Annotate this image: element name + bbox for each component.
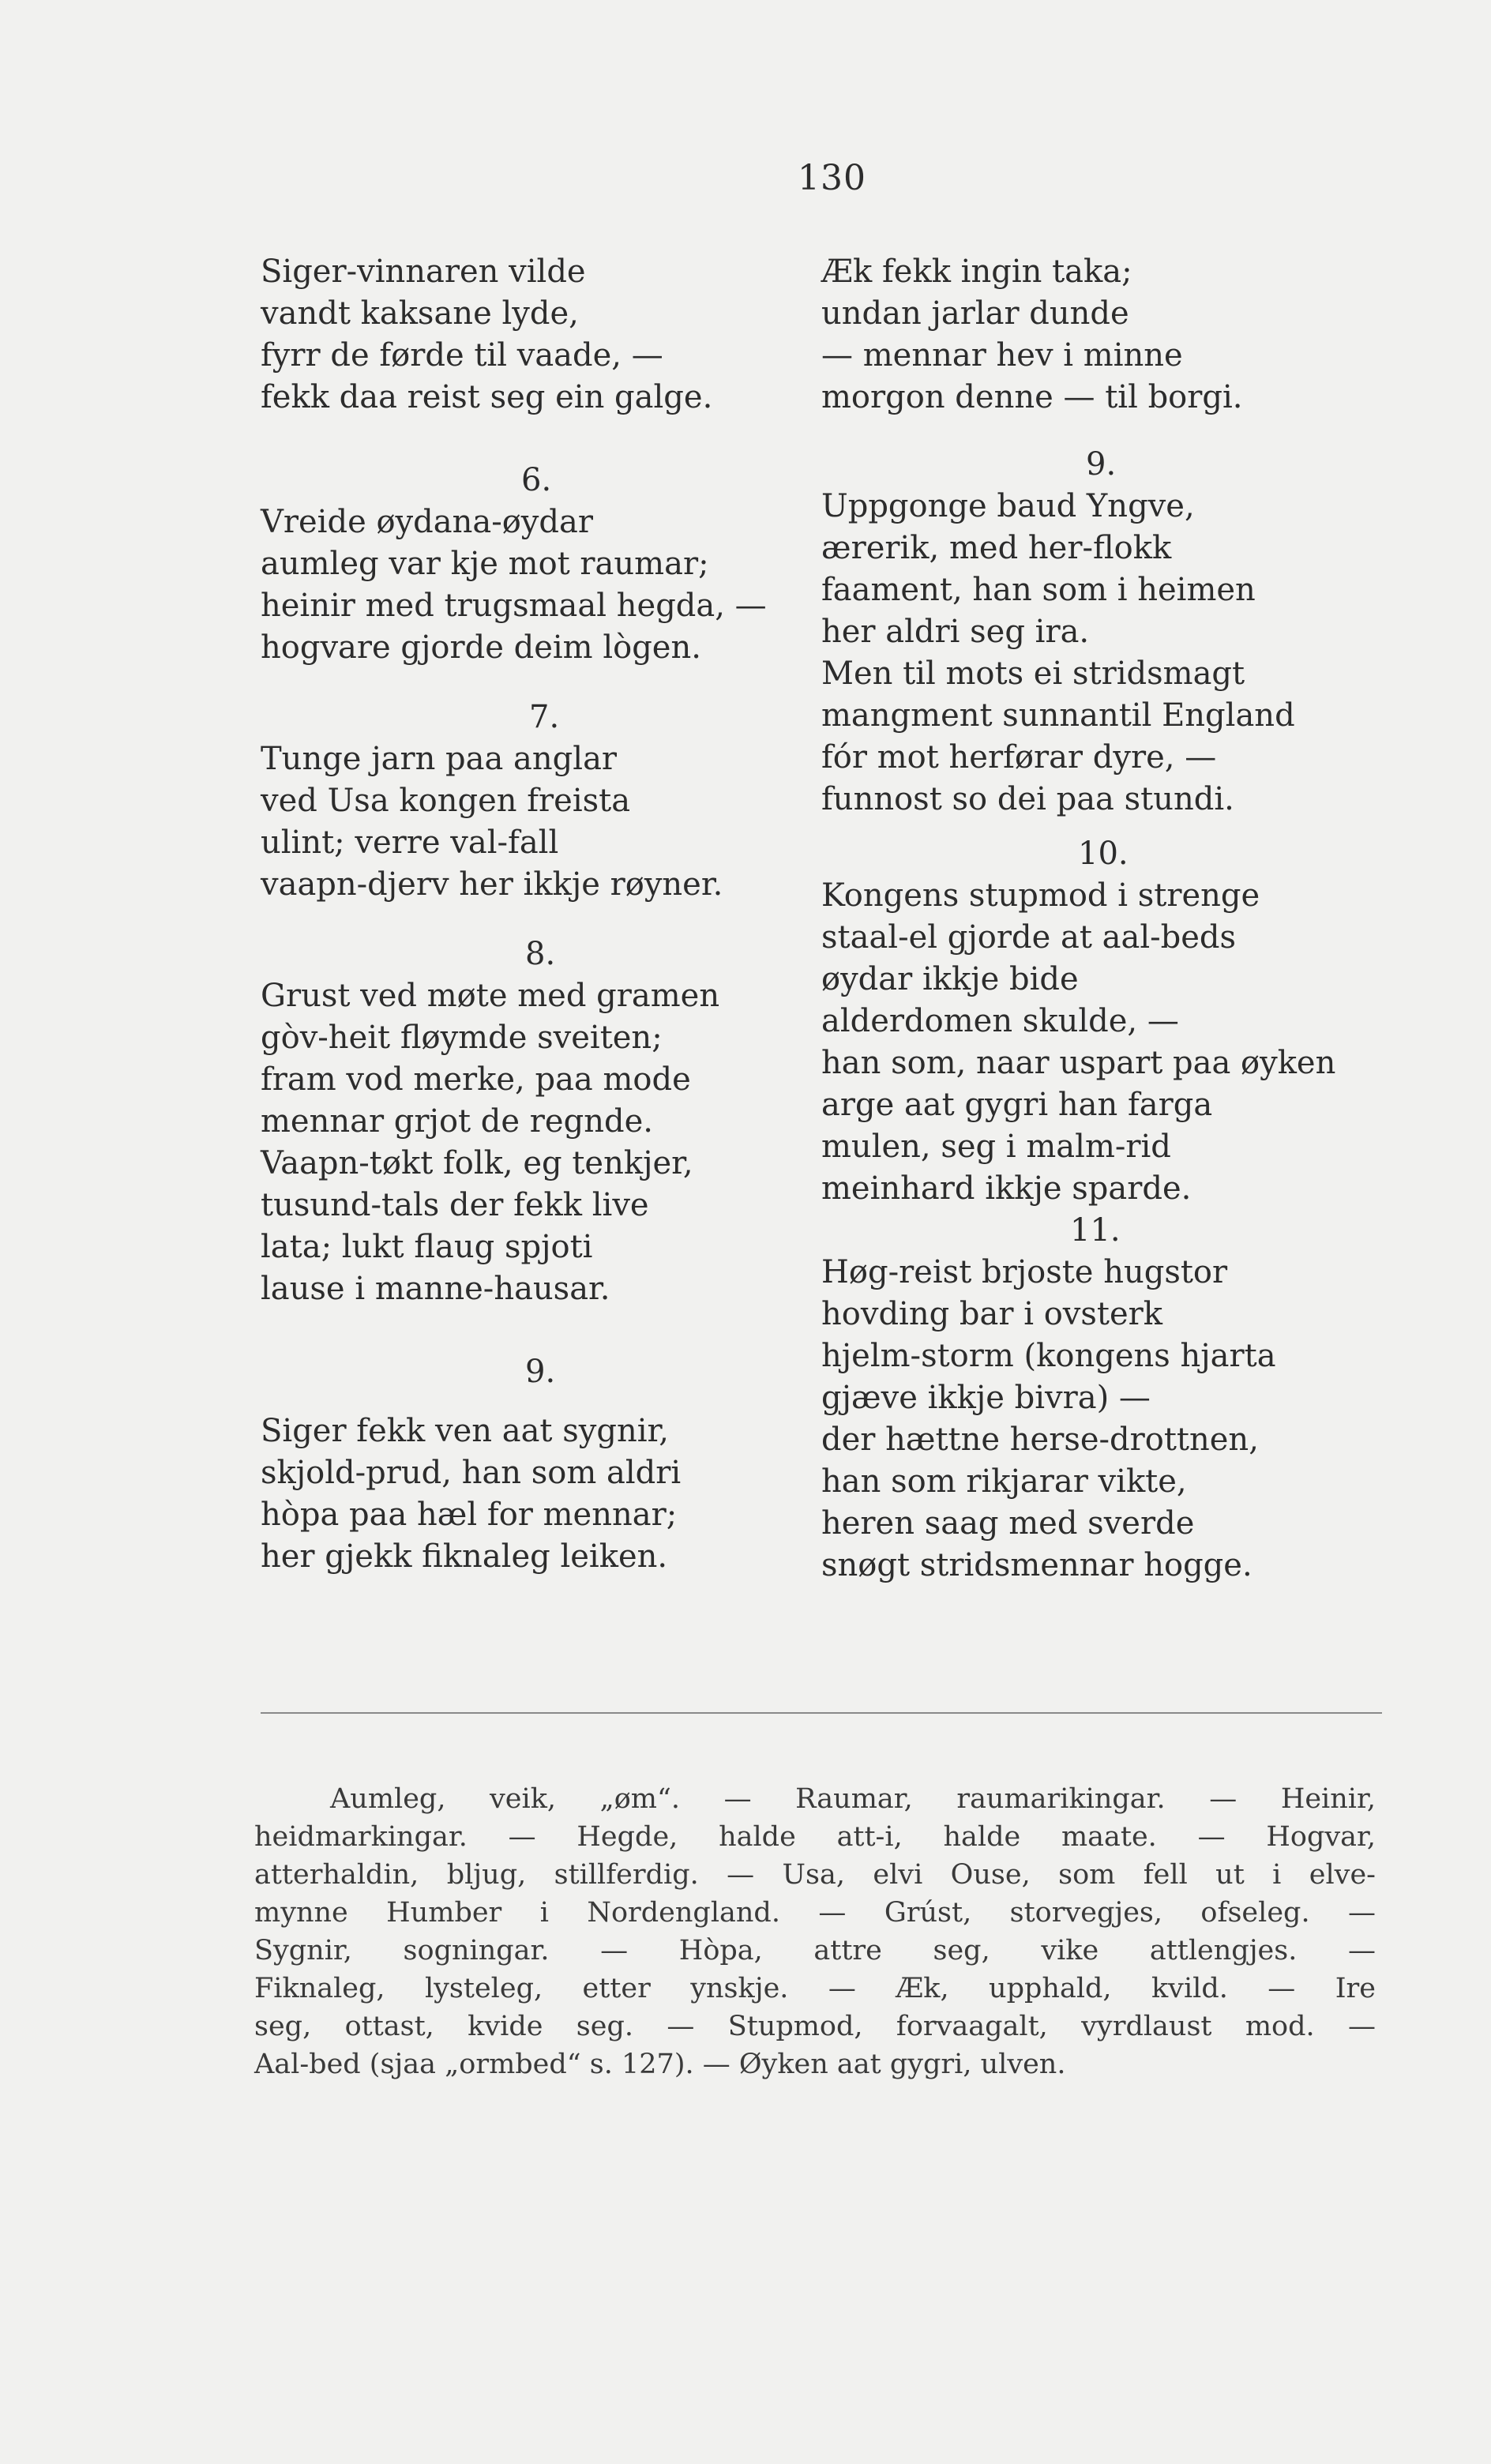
verse-line: alderdomen skulde, — xyxy=(821,1003,1179,1039)
verse-line: Men til mots ei stridsmagt xyxy=(821,655,1245,692)
stanza-number: 9. xyxy=(525,1354,556,1390)
footnote-line: seg, ottast, kvide seg. — Stupmod, forvaagalt, vyrdlaust mod. — xyxy=(254,2011,1376,2042)
verse-line: her gjekk fiknaleg leiken. xyxy=(261,1538,668,1575)
stanza-number: 9. xyxy=(1086,446,1117,483)
stanza-number: 10. xyxy=(1078,836,1129,872)
verse-line: øydar ikkje bide xyxy=(821,961,1079,997)
stanza-number: 11. xyxy=(1070,1212,1121,1249)
verse-line: mangment sunnantil England xyxy=(821,697,1295,734)
stanza-number: 6. xyxy=(521,462,552,498)
verse-line: han som rikjarar vikte, xyxy=(821,1463,1187,1500)
stanza-number: 7. xyxy=(529,699,560,735)
verse-line: fekk daa reist seg ein galge. xyxy=(261,379,713,415)
verse-line: Vaapn-tøkt folk, eg tenkjer, xyxy=(261,1145,693,1181)
verse-line: arge aat gygri han farga xyxy=(821,1087,1213,1123)
verse-line: aumleg var kje mot raumar; xyxy=(261,546,709,582)
verse-line: — mennar hev i minne xyxy=(821,337,1183,374)
verse-line: funnost so dei paa stundi. xyxy=(821,781,1234,817)
verse-line: Høg-reist brjoste hugstor xyxy=(821,1254,1228,1290)
footnote-line: heidmarkingar. — Hegde, halde att-i, halde maate. — Hogvar, xyxy=(254,1821,1376,1853)
verse-line: lause i manne-hausar. xyxy=(261,1271,610,1307)
verse-line: staal-el gjorde at aal-beds xyxy=(821,919,1237,956)
verse-line: Tunge jarn paa anglar xyxy=(261,741,618,777)
footnote-line: atterhaldin, bljug, stillferdig. — Usa, elvi Ouse, som fell ut i elve- xyxy=(254,1859,1376,1891)
verse-line: gjæve ikkje bivra) — xyxy=(821,1380,1151,1416)
verse-line: heinir med trugsmaal hegda, — xyxy=(261,588,767,624)
verse-line: tusund-tals der fekk live xyxy=(261,1187,649,1223)
footnote-line: Fiknaleg, lysteleg, etter ynskje. — Æk, upphald, kvild. — Ire xyxy=(254,1973,1376,2004)
footnote-glossary xyxy=(254,1780,1376,2083)
verse-line: hòpa paa hæl for mennar; xyxy=(261,1497,678,1533)
verse-line: Kongens stupmod i strenge xyxy=(821,877,1260,914)
verse-line: hogvare gjorde deim lògen. xyxy=(261,629,701,666)
verse-line: snøgt stridsmennar hogge. xyxy=(821,1547,1253,1583)
verse-line: hjelm-storm (kongens hjarta xyxy=(821,1338,1276,1374)
verse-line: mennar grjot de regnde. xyxy=(261,1103,653,1140)
verse-line: heren saag med sverde xyxy=(821,1505,1195,1542)
stanza-number: 8. xyxy=(525,936,556,972)
verse-line: ved Usa kongen freista xyxy=(261,783,631,819)
verse-line: meinhard ikkje sparde. xyxy=(821,1170,1192,1207)
verse-line: vandt kaksane lyde, xyxy=(261,295,579,332)
verse-line: faament, han som i heimen xyxy=(821,572,1256,608)
verse-line: Æk fekk ingin taka; xyxy=(821,254,1132,290)
verse-line: Siger fekk ven aat sygnir, xyxy=(261,1413,669,1449)
footnote-line: Aumleg, veik, „øm“. — Raumar, raumarikingar. — Heinir, xyxy=(330,1783,1376,1815)
page-number: 130 xyxy=(798,158,866,198)
verse-line: Grust ved møte med gramen xyxy=(261,978,720,1014)
verse-line: her aldri seg ira. xyxy=(821,614,1090,650)
verse-line: undan jarlar dunde xyxy=(821,295,1129,332)
verse-line: skjold-prud, han som aldri xyxy=(261,1455,682,1491)
verse-line: gòv-heit fløymde sveiten; xyxy=(261,1020,663,1056)
footnote-line: Aal-bed (sjaa „ormbed“ s. 127). — Øyken aat gygri, ulven. xyxy=(254,2049,1066,2080)
verse-line: fyrr de førde til vaade, — xyxy=(261,337,663,374)
verse-line: lata; lukt flaug spjoti xyxy=(261,1229,593,1265)
verse-line: vaapn-djerv her ikkje røyner. xyxy=(261,866,723,903)
verse-line: ulint; verre val-fall xyxy=(261,824,559,861)
verse-line: ærerik, med her-flokk xyxy=(821,530,1172,566)
verse-line: Uppgonge baud Yngve, xyxy=(821,488,1195,524)
verse-line: fór mot herførar dyre, — xyxy=(821,739,1217,776)
verse-line: fram vod merke, paa mode xyxy=(261,1061,691,1098)
footnote-line: mynne Humber i Nordengland. — Grúst, storvegjes, ofseleg. — xyxy=(254,1897,1376,1929)
verse-line: han som, naar uspart paa øyken xyxy=(821,1045,1336,1081)
verse-line: der hættne herse-drottnen, xyxy=(821,1422,1259,1458)
verse-line: morgon denne — til borgi. xyxy=(821,379,1243,415)
verse-line: mulen, seg i malm-rid xyxy=(821,1129,1171,1165)
verse-line: hovding bar i ovsterk xyxy=(821,1296,1163,1332)
left-column xyxy=(261,251,767,1578)
right-column xyxy=(821,251,1335,1587)
footnote-divider xyxy=(261,1712,1382,1714)
footnote-line: Sygnir, sogningar. — Hòpa, attre seg, vike attlengjes. — xyxy=(254,1935,1376,1966)
verse-line: Siger-vinnaren vilde xyxy=(261,254,586,290)
verse-line: Vreide øydana-øydar xyxy=(261,504,593,540)
